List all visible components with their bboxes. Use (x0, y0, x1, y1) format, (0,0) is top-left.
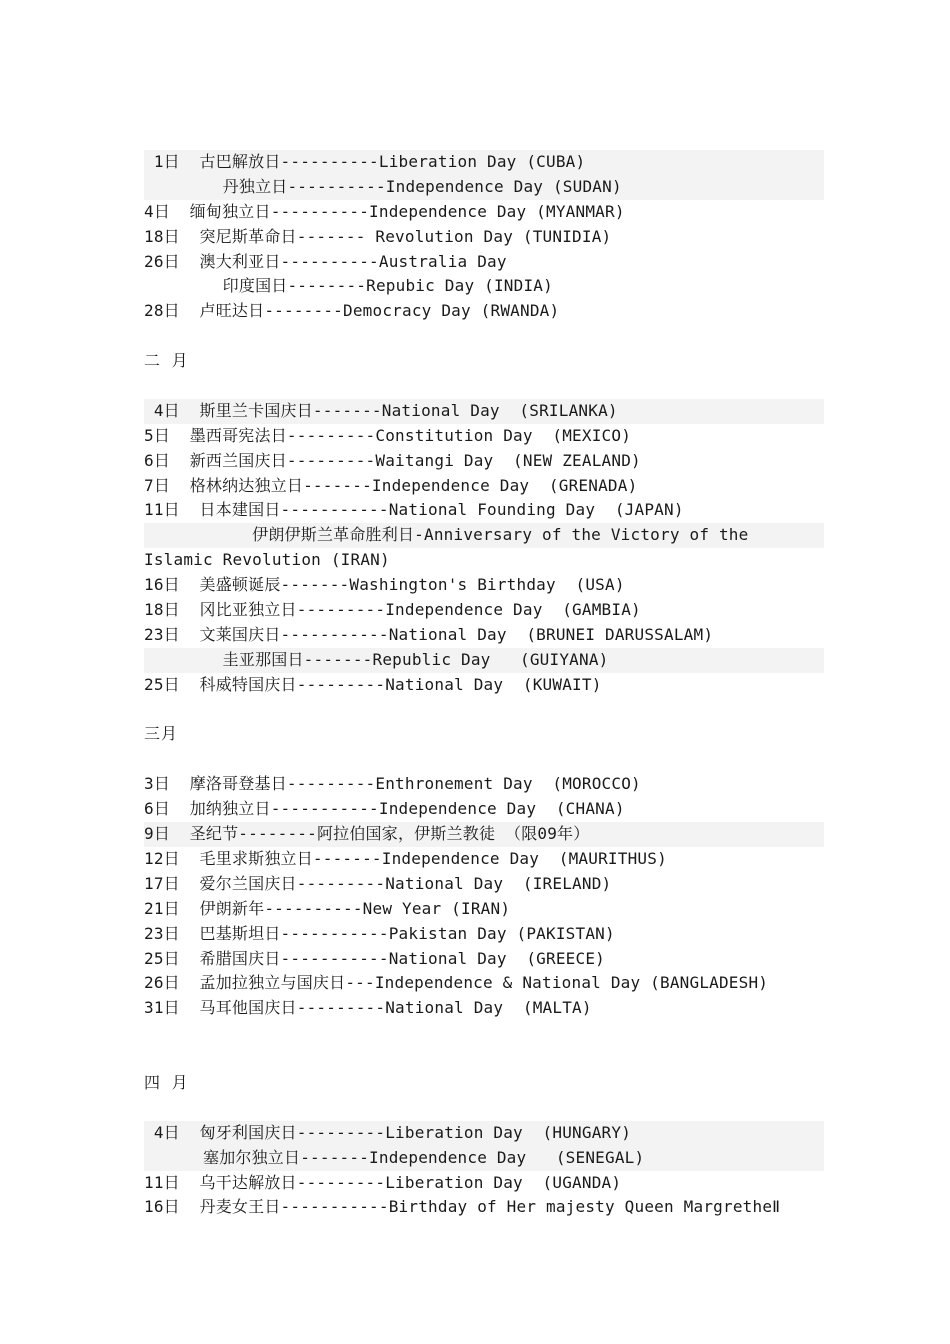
holiday-entry: 23日 文莱国庆日-----------National Day (BRUNEI DARUSSALAM) (144, 624, 714, 644)
holiday-entry: 7日 格林纳达独立日-------Independence Day (GRENADA) (144, 475, 638, 495)
holiday-entry: 16日 美盛顿诞辰-------Washington's Birthday (USA) (144, 575, 625, 595)
holiday-entry: 18日 突尼斯革命日------- Revolution Day (TUNIDIA) (144, 226, 612, 246)
holiday-entry: 11日 乌干达解放日---------Liberation Day (UGANDA) (144, 1172, 622, 1192)
holiday-entry: 塞加尔独立日-------Independence Day (SENEGAL) (144, 1146, 824, 1171)
holiday-entry: 26日 孟加拉独立与国庆日---Independence & National Day (BANGLADESH) (144, 973, 769, 993)
month-heading: 二 月 (144, 351, 189, 371)
holiday-entry: 21日 伊朗新年----------New Year (IRAN) (144, 898, 511, 918)
holiday-entry: 9日 圣纪节--------阿拉伯国家，伊斯兰教徒 （限09年） (144, 822, 824, 847)
blank-line (144, 747, 824, 772)
holiday-entry: 印度国日--------Repubic Day (INDIA) (144, 276, 553, 296)
holiday-entry: 4日 匈牙利国庆日---------Liberation Day (HUNGARY) (144, 1121, 824, 1146)
holiday-entry: 25日 科威特国庆日---------National Day (KUWAIT) (144, 674, 602, 694)
holiday-entry: 圭亚那国日-------Republic Day (GUIYANA) (144, 648, 824, 673)
holiday-entry: 18日 冈比亚独立日---------Independence Day (GAMBIA) (144, 600, 641, 620)
holiday-entry: 4日 斯里兰卡国庆日-------National Day (SRILANKA) (144, 399, 824, 424)
blank-line (144, 324, 824, 349)
holiday-entry: 3日 摩洛哥登基日---------Enthronement Day (MOROCCO) (144, 774, 641, 794)
document-body (144, 150, 824, 1220)
holiday-entry: 1日 古巴解放日----------Liberation Day (CUBA) (144, 150, 824, 175)
month-heading: 三月 (144, 724, 179, 744)
holiday-entry: 伊朗伊斯兰革命胜利日-Anniversary of the Victory of the (144, 523, 824, 548)
holiday-entry: 17日 爱尔兰国庆日---------National Day (IRELAND) (144, 873, 612, 893)
holiday-entry: 丹独立日----------Independence Day (SUDAN) (144, 175, 824, 200)
blank-line (144, 1096, 824, 1121)
holiday-entry: Islamic Revolution (IRAN) (144, 550, 390, 570)
holiday-entry: 4日 缅甸独立日----------Independence Day (MYANMAR) (144, 201, 625, 221)
holiday-entry: 31日 马耳他国庆日---------National Day (MALTA) (144, 998, 592, 1018)
holiday-entry: 12日 毛里求斯独立日-------Independence Day (MAURITHUS) (144, 848, 667, 868)
holiday-entry: 11日 日本建国日-----------National Founding Day (JAPAN) (144, 500, 684, 520)
blank-line (144, 374, 824, 399)
holiday-entry: 6日 新西兰国庆日---------Waitangi Day (NEW ZEALAND) (144, 450, 641, 470)
holiday-entry: 23日 巴基斯坦日-----------Pakistan Day (PAKISTAN) (144, 923, 615, 943)
holiday-entry: 6日 加纳独立日-----------Independence Day (CHANA) (144, 799, 625, 819)
blank-line (144, 1046, 824, 1071)
holiday-entry: 28日 卢旺达日--------Democracy Day (RWANDA) (144, 301, 560, 321)
holiday-entry: 26日 澳大利亚日----------Australia Day (144, 251, 507, 271)
holiday-entry: 25日 希腊国庆日-----------National Day (GREECE) (144, 948, 606, 968)
month-heading: 四 月 (144, 1072, 189, 1092)
blank-line (144, 1021, 824, 1046)
holiday-entry: 16日 丹麦女王日-----------Birthday of Her majesty Queen MargretheⅡ (144, 1197, 781, 1217)
blank-line (144, 698, 824, 723)
holiday-entry: 5日 墨西哥宪法日---------Constitution Day (MEXICO) (144, 425, 632, 445)
